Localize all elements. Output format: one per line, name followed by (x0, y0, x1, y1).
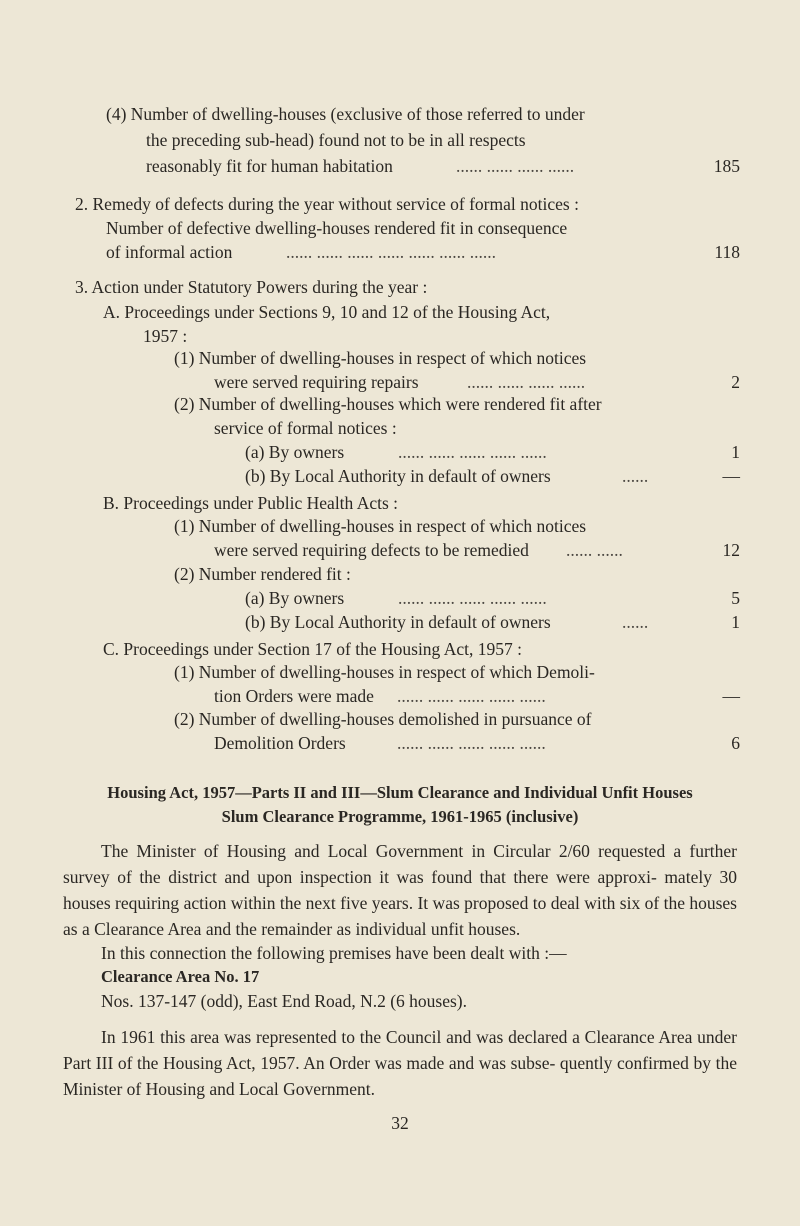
clearance-area-address: Nos. 137-147 (odd), East End Road, N.2 (6 houses). (101, 991, 467, 1011)
page-number: 32 (391, 1113, 409, 1133)
paragraph-1: The Minister of Housing and Local Government in Circular 2/60 requested a further survey of the district and upon inspection it was found that there were approxi- mately 30 houses requiring action within the next five years. It was proposed to deal with six of the houses as a Clearance Area and the remainder as individual unfit houses. (63, 841, 737, 939)
c1-dots: ...... ...... ...... ...... ...... (397, 686, 546, 706)
b2-line1: (2) Number rendered fit : (174, 564, 351, 584)
item4-line2: the preceding sub-head) found not to be in all respects (146, 130, 526, 150)
a2a-dots: ...... ...... ...... ...... ...... (398, 442, 547, 462)
c2-dots: ...... ...... ...... ...... ...... (397, 733, 546, 753)
subsection-b-line1: B. Proceedings under Public Health Acts : (103, 493, 399, 513)
subsection-a-line2: 1957 : (143, 326, 188, 346)
c2-value: 6 (731, 733, 740, 753)
paragraph-2: In this connection the following premises have been dealt with :— (101, 943, 567, 963)
subsection-c-line1: C. Proceedings under Section 17 of the Housing Act, 1957 : (103, 639, 522, 659)
b1-line1: (1) Number of dwelling-houses in respect of which notices (174, 516, 587, 536)
section2-line1: 2. Remedy of defects during the year without service of formal notices : (75, 194, 579, 214)
item4-line3: reasonably fit for human habitation (146, 156, 393, 176)
c2-line2: Demolition Orders (214, 733, 346, 753)
section2-line2: Number of defective dwelling-houses rendered fit in consequence (106, 218, 568, 238)
a1-value: 2 (731, 372, 740, 392)
c1-line2: tion Orders were made (214, 686, 374, 706)
item4-dots: ...... ...... ...... ...... (456, 156, 575, 176)
paragraph-3: In 1961 this area was represented to the Council and was declared a Clearance Area under Part III of the Housing Act, 1957. An Order was made and was subse- quently confirmed by the Minister of Housing and Local Government. (63, 1027, 737, 1099)
item4-line1: (4) Number of dwelling-houses (exclusive of those referred to under (106, 104, 585, 124)
item4-value: 185 (713, 156, 740, 176)
a2-line2: service of formal notices : (214, 418, 397, 438)
a1-line1: (1) Number of dwelling-houses in respect of which notices (174, 348, 587, 368)
a1-dots: ...... ...... ...... ...... (467, 372, 586, 392)
clearance-area-title: Clearance Area No. 17 (101, 967, 260, 986)
b1-line2: were served requiring defects to be remedied (214, 540, 529, 560)
a2a-label: (a) By owners (245, 442, 345, 462)
a2b-dots: ...... (622, 466, 649, 486)
b2a-dots: ...... ...... ...... ...... ...... (398, 588, 547, 608)
section2-value: 118 (714, 242, 740, 262)
section3-heading: 3. Action under Statutory Powers during the year : (75, 277, 428, 297)
a1-line2: were served requiring repairs (214, 372, 419, 392)
c2-line1: (2) Number of dwelling-houses demolished in pursuance of (174, 709, 592, 729)
c1-line1: (1) Number of dwelling-houses in respect of which Demoli- (174, 662, 595, 682)
c1-value: — (722, 686, 740, 706)
a2a-value: 1 (731, 442, 740, 462)
section2-line3: of informal action (106, 242, 233, 262)
a2b-value: — (722, 466, 740, 486)
b1-value: 12 (722, 540, 740, 560)
b2b-value: 1 (731, 612, 740, 632)
section-subheading: Slum Clearance Programme, 1961-1965 (inclusive) (221, 807, 579, 826)
b2a-label: (a) By owners (245, 588, 345, 608)
a2-line1: (2) Number of dwelling-houses which were rendered fit after (174, 394, 602, 414)
section-heading: Housing Act, 1957—Parts II and III—Slum Clearance and Individual Unfit Houses (107, 783, 693, 802)
b1-dots: ...... ...... (566, 540, 623, 560)
b2a-value: 5 (731, 588, 740, 608)
a2b-label: (b) By Local Authority in default of owners (245, 466, 551, 486)
b2b-dots: ...... (622, 612, 649, 632)
section2-dots: ...... ...... ...... ...... ...... ...... ...... (286, 242, 496, 262)
subsection-a-line1: A. Proceedings under Sections 9, 10 and 12 of the Housing Act, (103, 302, 551, 322)
b2b-label: (b) By Local Authority in default of owners (245, 612, 551, 632)
